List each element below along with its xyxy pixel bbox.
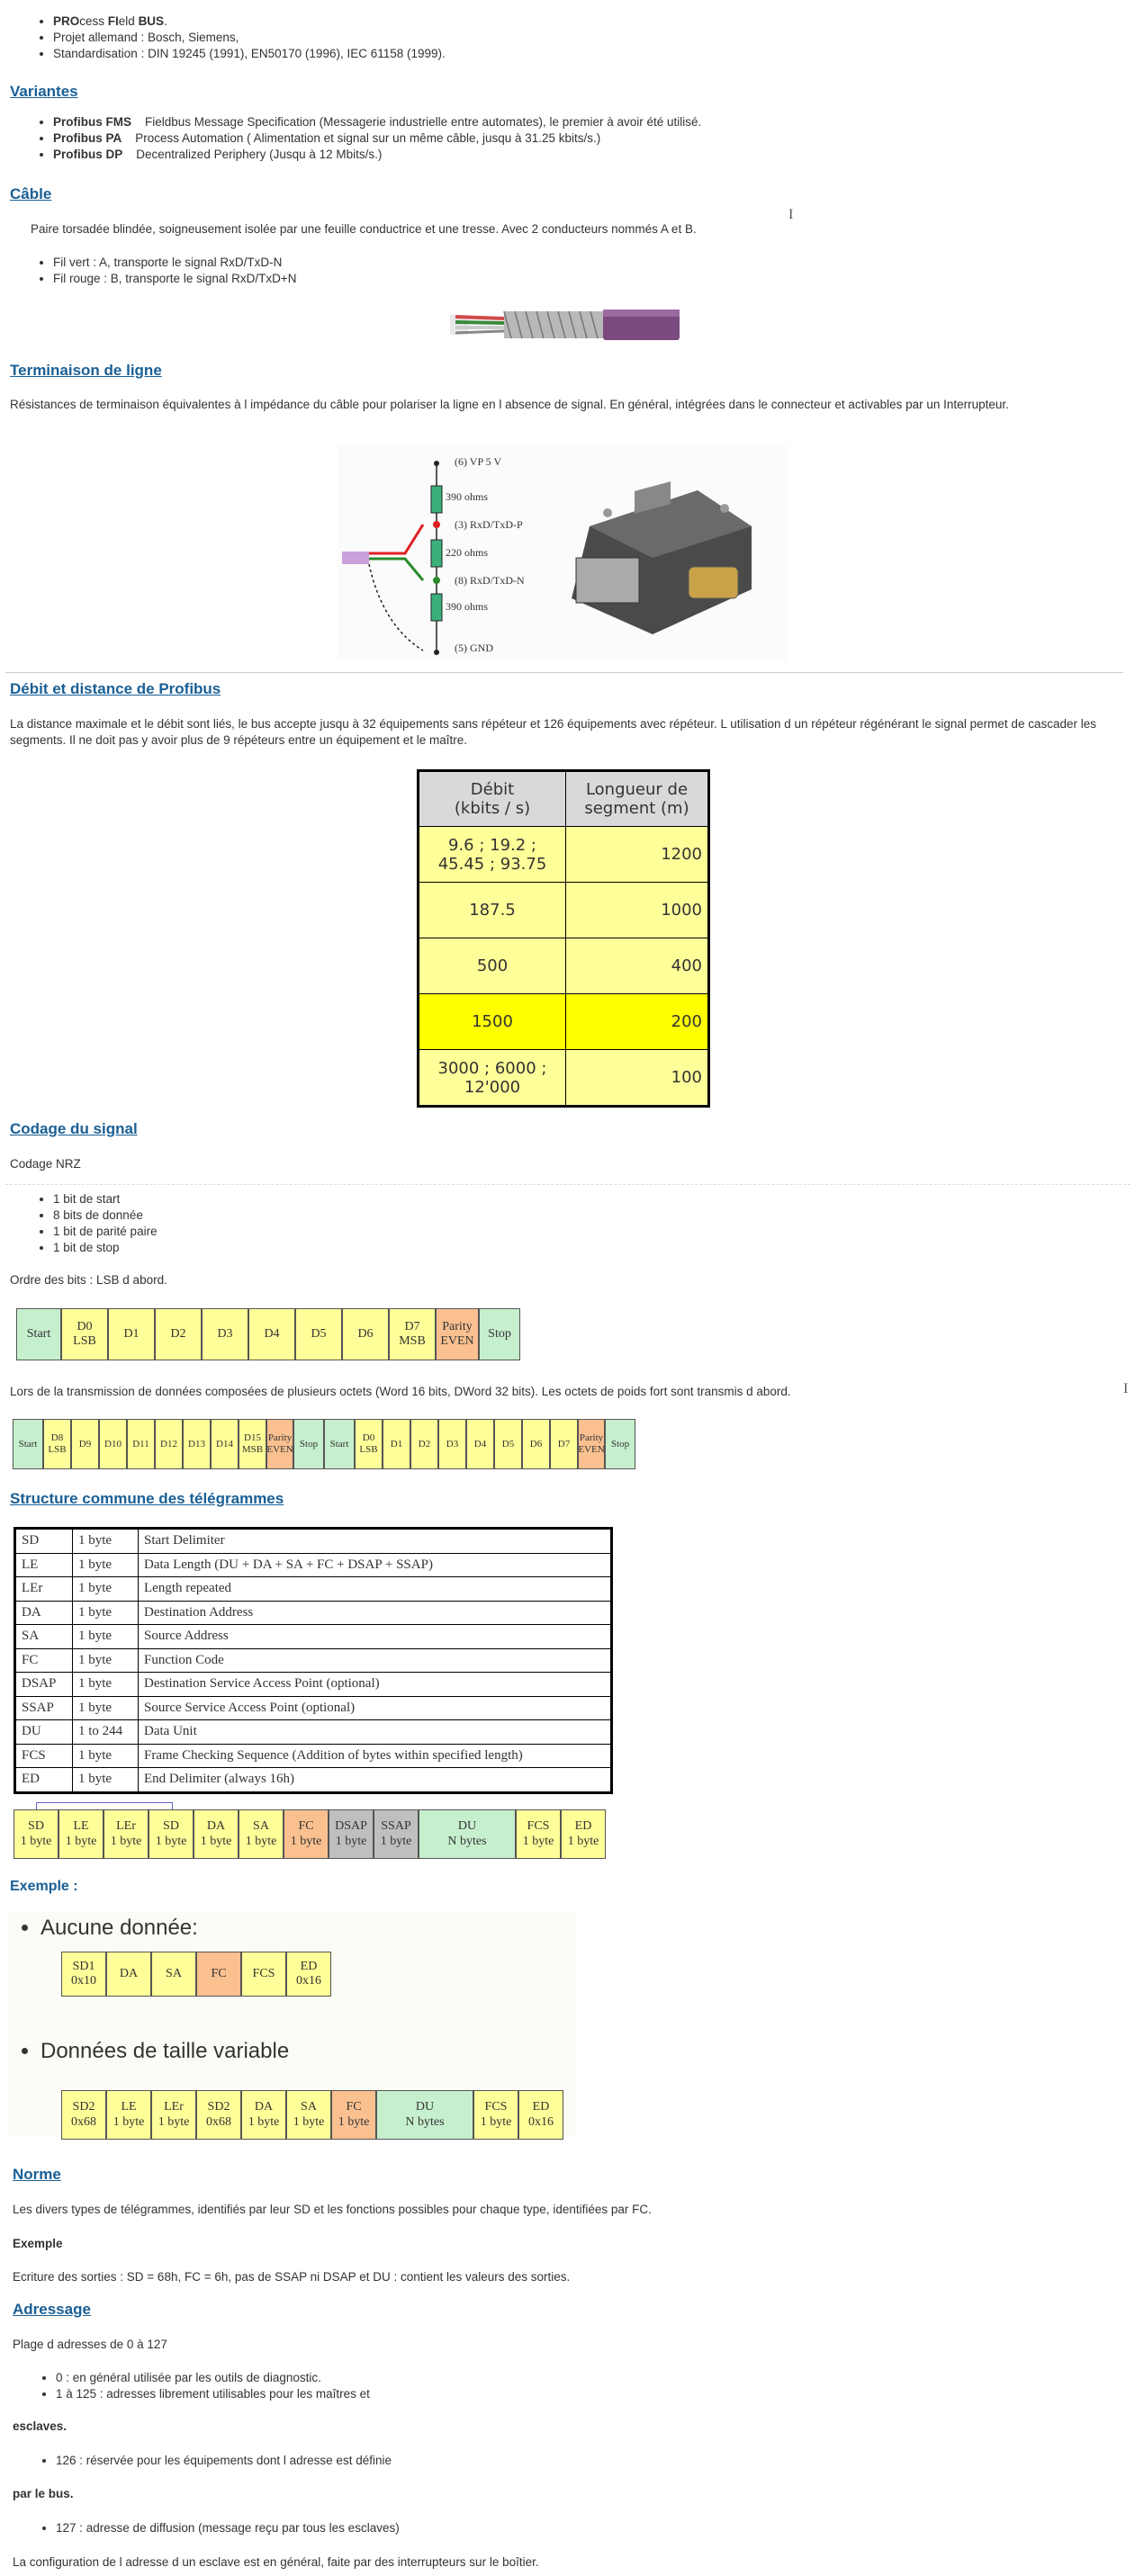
table-row xyxy=(15,1553,612,1577)
length-header: Longueur de segment (m) xyxy=(566,771,709,827)
adressage-bold-1: esclaves. xyxy=(13,2419,68,2433)
length-cell: 1200 xyxy=(566,827,709,883)
table-row xyxy=(15,1529,612,1554)
example-frame-empty xyxy=(61,1952,331,1997)
frame-cell-da: DA 1 byte xyxy=(194,1809,239,1859)
heading-codage: Codage du signal xyxy=(10,1120,138,1137)
divider xyxy=(5,672,1123,673)
frame-cell-fc: FC 1 byte xyxy=(284,1809,329,1859)
frame-cell-d2: D2 xyxy=(410,1419,438,1469)
adressage-item: • 127 : adresse de diffusion (message reçu par tous les esclaves) xyxy=(56,2520,400,2536)
frame-cell-sa: SA 1 byte xyxy=(286,2090,331,2140)
frame-cell-fcs: FCS 1 byte xyxy=(516,1809,561,1859)
field-cell: SD xyxy=(15,1529,73,1554)
adressage-list-2 xyxy=(13,2453,392,2469)
rate-cell: 1500 xyxy=(419,994,566,1050)
cable-item: • Fil rouge : B, transporte le signal RxD/TxD+N xyxy=(53,271,296,287)
frame-cell-d0: D0 LSB xyxy=(355,1419,383,1469)
size-cell: 1 byte xyxy=(73,1601,139,1625)
field-cell: DU xyxy=(15,1720,73,1745)
rate-cell: 500 xyxy=(419,938,566,994)
frame-cell-fc: FC xyxy=(196,1952,241,1997)
adressage-item: • 0 : en général utilisée par les outils de diagnostic. xyxy=(56,2370,370,2386)
frame-cell-d1: D1 xyxy=(383,1419,410,1469)
size-cell: 1 byte xyxy=(73,1625,139,1649)
frame-cell-parity: Parity EVEN xyxy=(578,1419,605,1469)
intro-item: • Projet allemand : Bosch, Siemens, xyxy=(53,30,446,46)
frame-cell-du: DU N bytes xyxy=(376,2090,473,2140)
table-row xyxy=(15,1744,612,1768)
table-row xyxy=(15,1696,612,1720)
codage-nrz: Codage NRZ xyxy=(10,1157,81,1171)
heading-terminaison: Terminaison de ligne xyxy=(10,362,162,379)
rate-header: Débit (kbits / s) xyxy=(419,771,566,827)
codage-item: • 1 bit de parité paire xyxy=(53,1224,158,1240)
intro-list xyxy=(10,13,446,62)
description-cell: Destination Address xyxy=(139,1601,612,1625)
frame-cell-stop: Stop xyxy=(479,1308,520,1360)
label-rxd-n: (8) RxD/TxD-N xyxy=(455,574,525,587)
frame-cell-d9: D9 xyxy=(71,1419,99,1469)
frame-cell-d5: D5 xyxy=(295,1308,342,1360)
frame-cell-sa: SA 1 byte xyxy=(239,1809,284,1859)
adressage-list xyxy=(13,2370,370,2402)
size-cell: 1 byte xyxy=(73,1696,139,1720)
length-cell: 400 xyxy=(566,938,709,994)
frame-cell-ed: ED 1 byte xyxy=(561,1809,606,1859)
variantes-list xyxy=(10,114,701,163)
norme-text: Les divers types de télégrammes, identifiés par leur SD et les fonctions possibles pour chaque type, identifiées par FC. xyxy=(13,2203,652,2216)
rate-cell: 187.5 xyxy=(419,883,566,938)
field-cell: FC xyxy=(15,1648,73,1673)
frame-cell-stop: Stop xyxy=(293,1419,324,1469)
label-r3: 390 ohms xyxy=(446,600,489,613)
telegram-table xyxy=(14,1527,613,1794)
frame-cell-d4: D4 xyxy=(466,1419,494,1469)
frame-cell-start: Start xyxy=(13,1419,43,1469)
variante-item: • Profibus FMS Fieldbus Message Specification (Messagerie industrielle entre automates), le premier à avoir été utilisé. xyxy=(53,114,701,130)
bit-frame-word xyxy=(13,1419,635,1469)
table-row xyxy=(15,1577,612,1602)
frame-cell-parity: Parity EVEN xyxy=(436,1308,479,1360)
adressage-bold-2: par le bus. xyxy=(13,2487,74,2500)
intro-item: • Standardisation : DIN 19245 (1991), EN50170 (1996), IEC 61158 (1999). xyxy=(53,46,446,62)
heading-variantes: Variantes xyxy=(10,83,78,100)
frame-cell-le: LE 1 byte xyxy=(106,2090,151,2140)
field-cell: LEr xyxy=(15,1577,73,1602)
description-cell: Data Unit xyxy=(139,1720,612,1745)
heading-adressage: Adressage xyxy=(13,2301,91,2318)
field-cell: DSAP xyxy=(15,1673,73,1697)
frame-cell-d8: D8 LSB xyxy=(43,1419,71,1469)
norme-sub: Exemple xyxy=(13,2237,63,2250)
length-cell: 200 xyxy=(566,994,709,1050)
frame-cell-ler: LEr 1 byte xyxy=(151,2090,196,2140)
frame-cell-d5: D5 xyxy=(494,1419,522,1469)
codage-item: • 1 bit de stop xyxy=(53,1240,158,1256)
frame-cell-stop: Stop xyxy=(605,1419,635,1469)
label-vp: (6) VP 5 V xyxy=(455,455,502,468)
debit-text: La distance maximale et le débit sont liés, le bus accepte jusqu à 32 équipements sans répéteur et 126 équipements avec répéteur. L utilisation d un répéteur régénérant le signal permet de cascader les segments. Il ne doit pas y avoir plus de 9 répéteurs entre un équipement et le maître. xyxy=(10,717,1096,747)
frame-cell-sd: SD 1 byte xyxy=(14,1809,59,1859)
field-cell: DA xyxy=(15,1601,73,1625)
frame-cell-d10: D10 xyxy=(99,1419,127,1469)
frame-cell-d4: D4 xyxy=(248,1308,295,1360)
frame-cell-d3: D3 xyxy=(438,1419,466,1469)
example-list-1 xyxy=(0,1915,198,1942)
frame-cell-fc: FC 1 byte xyxy=(331,2090,376,2140)
frame-cell-da: DA xyxy=(106,1952,151,1997)
codage-list xyxy=(10,1191,158,1256)
frame-cell-le: LE 1 byte xyxy=(59,1809,104,1859)
frame-cell-d0: D0 LSB xyxy=(61,1308,108,1360)
adressage-config: La configuration de l adresse d un esclave est en général, faite par des interrupteurs sur le boîtier. xyxy=(13,2555,539,2569)
adressage-item: • 126 : réservée pour les équipements dont l adresse est définie xyxy=(56,2453,392,2469)
field-cell: SSAP xyxy=(15,1696,73,1720)
frame-cell-fcs: FCS xyxy=(241,1952,286,1997)
bit-frame-byte xyxy=(16,1308,520,1360)
frame-cell-sd2: SD2 0x68 xyxy=(196,2090,241,2140)
field-cell: LE xyxy=(15,1553,73,1577)
example-case: • Aucune donnée: xyxy=(41,1915,198,1942)
field-cell: SA xyxy=(15,1625,73,1649)
connector-image xyxy=(554,472,761,643)
label-gnd: (5) GND xyxy=(455,642,493,654)
frame-cell-sd2: SD2 0x68 xyxy=(61,2090,106,2140)
size-cell: 1 byte xyxy=(73,1648,139,1673)
heading-structure: Structure commune des télégrammes xyxy=(10,1490,284,1507)
termination-diagram xyxy=(338,445,788,661)
divider xyxy=(5,1184,1130,1185)
size-cell: 1 byte xyxy=(73,1744,139,1768)
table-row xyxy=(419,883,709,938)
cable-image xyxy=(450,306,684,344)
frame-cell-d2: D2 xyxy=(155,1308,202,1360)
frame-cell-d12: D12 xyxy=(155,1419,183,1469)
variante-item: • Profibus DP Decentralized Periphery (Jusqu à 12 Mbits/s.) xyxy=(53,147,701,163)
label-rxd-p: (3) RxD/TxD-P xyxy=(455,518,523,531)
frame-cell-d1: D1 xyxy=(108,1308,155,1360)
size-cell: 1 byte xyxy=(73,1673,139,1697)
heading-cable: Câble xyxy=(10,185,52,202)
frame-cell-sd1: SD1 0x10 xyxy=(61,1952,106,1997)
terminaison-text: Résistances de terminaison équivalentes à l impédance du câble pour polariser la ligne en l absence de signal. En général, intégrées dans le connecteur et activables par un Interrupteur. xyxy=(10,398,1009,411)
description-cell: Destination Service Access Point (optional) xyxy=(139,1673,612,1697)
table-row xyxy=(419,938,709,994)
size-cell: 1 byte xyxy=(73,1529,139,1554)
size-cell: 1 to 244 xyxy=(73,1720,139,1745)
frame-cell-da: DA 1 byte xyxy=(241,2090,286,2140)
frame-cell-d7: D7 xyxy=(550,1419,578,1469)
frame-cell-parity: Parity EVEN xyxy=(266,1419,293,1469)
frame-cell-d15: D15 MSB xyxy=(239,1419,266,1469)
example-case: • Données de taille variable xyxy=(41,2038,289,2065)
codage-item: • 8 bits de donnée xyxy=(53,1207,158,1224)
frame-cell-fcs: FCS 1 byte xyxy=(473,2090,518,2140)
intro-item: • PROcess FIeld BUS. xyxy=(53,13,446,30)
frame-cell-sd: SD 1 byte xyxy=(149,1809,194,1859)
frame-cell-ed: ED 0x16 xyxy=(518,2090,563,2140)
frame-cell-d11: D11 xyxy=(127,1419,155,1469)
heading-exemple: Exemple : xyxy=(10,1879,78,1894)
adressage-list-3 xyxy=(13,2520,400,2536)
label-r2: 220 ohms xyxy=(446,546,489,559)
description-cell: Source Service Access Point (optional) xyxy=(139,1696,612,1720)
frame-cell-d6: D6 xyxy=(522,1419,550,1469)
table-row xyxy=(15,1601,612,1625)
table-row xyxy=(15,1625,612,1649)
cable-text: Paire torsadée blindée, soigneusement isolée par une feuille conductrice et une tresse. Avec 2 conducteurs nommés A et B. xyxy=(31,222,697,236)
rate-cell: 3000 ; 6000 ; 12'000 xyxy=(419,1050,566,1107)
size-cell: 1 byte xyxy=(73,1577,139,1602)
example-frame-variable xyxy=(61,2090,563,2140)
cable-list xyxy=(10,255,296,287)
label-r1: 390 ohms xyxy=(446,490,489,503)
description-cell: Data Length (DU + DA + SA + FC + DSAP + SSAP) xyxy=(139,1553,612,1577)
table-row xyxy=(419,827,709,883)
table-row xyxy=(15,1673,612,1697)
field-cell: ED xyxy=(15,1768,73,1793)
rate-table xyxy=(417,769,710,1108)
codage-multi: Lors de la transmission de données composées de plusieurs octets (Word 16 bits, DWord 32 bits). Les octets de poids fort sont transmis d abord. xyxy=(10,1385,791,1398)
text-cursor-icon: I xyxy=(1123,1381,1129,1396)
heading-debit: Débit et distance de Profibus xyxy=(10,680,221,697)
frame-cell-ler: LEr 1 byte xyxy=(104,1809,149,1859)
adressage-range: Plage d adresses de 0 à 127 xyxy=(13,2338,167,2351)
frame-cell-d7: D7 MSB xyxy=(389,1308,436,1360)
frame-cell-du: DU N bytes xyxy=(419,1809,516,1859)
rate-cell: 9.6 ; 19.2 ; 45.45 ; 93.75 xyxy=(419,827,566,883)
adressage-item: • 1 à 125 : adresses librement utilisables pour les maîtres et xyxy=(56,2386,370,2402)
field-cell: FCS xyxy=(15,1744,73,1768)
description-cell: Frame Checking Sequence (Addition of bytes within specified length) xyxy=(139,1744,612,1768)
description-cell: Function Code xyxy=(139,1648,612,1673)
length-cell: 1000 xyxy=(566,883,709,938)
frame-cell-sa: SA xyxy=(151,1952,196,1997)
frame-cell-dsap: DSAP 1 byte xyxy=(329,1809,374,1859)
description-cell: Start Delimiter xyxy=(139,1529,612,1554)
size-cell: 1 byte xyxy=(73,1553,139,1577)
frame-cell-d3: D3 xyxy=(202,1308,248,1360)
norme-example: Ecriture des sorties : SD = 68h, FC = 6h, pas de SSAP ni DSAP et DU : contient les valeurs des sorties. xyxy=(13,2270,571,2284)
size-cell: 1 byte xyxy=(73,1768,139,1793)
table-row xyxy=(15,1768,612,1793)
text-cursor-icon: I xyxy=(788,207,794,222)
heading-norme: Norme xyxy=(13,2166,61,2183)
table-row xyxy=(15,1720,612,1745)
frame-cell-start: Start xyxy=(16,1308,61,1360)
telegram-frame xyxy=(14,1809,606,1859)
length-cell: 100 xyxy=(566,1050,709,1107)
description-cell: Source Address xyxy=(139,1625,612,1649)
frame-cell-d14: D14 xyxy=(211,1419,239,1469)
description-cell: End Delimiter (always 16h) xyxy=(139,1768,612,1793)
cable-item: • Fil vert : A, transporte le signal RxD/TxD-N xyxy=(53,255,296,271)
frame-cell-ssap: SSAP 1 byte xyxy=(374,1809,419,1859)
table-row xyxy=(419,1050,709,1107)
codage-order: Ordre des bits : LSB d abord. xyxy=(10,1273,167,1287)
codage-item: • 1 bit de start xyxy=(53,1191,158,1207)
example-list-2 xyxy=(0,2038,289,2065)
frame-cell-start: Start xyxy=(324,1419,355,1469)
table-row xyxy=(419,994,709,1050)
description-cell: Length repeated xyxy=(139,1577,612,1602)
variante-item: • Profibus PA Process Automation ( Alimentation et signal sur un même câble, jusqu à 31.25 kbits/s.) xyxy=(53,130,701,147)
table-row xyxy=(15,1648,612,1673)
frame-cell-ed: ED 0x16 xyxy=(286,1952,331,1997)
frame-cell-d6: D6 xyxy=(342,1308,389,1360)
frame-cell-d13: D13 xyxy=(183,1419,211,1469)
